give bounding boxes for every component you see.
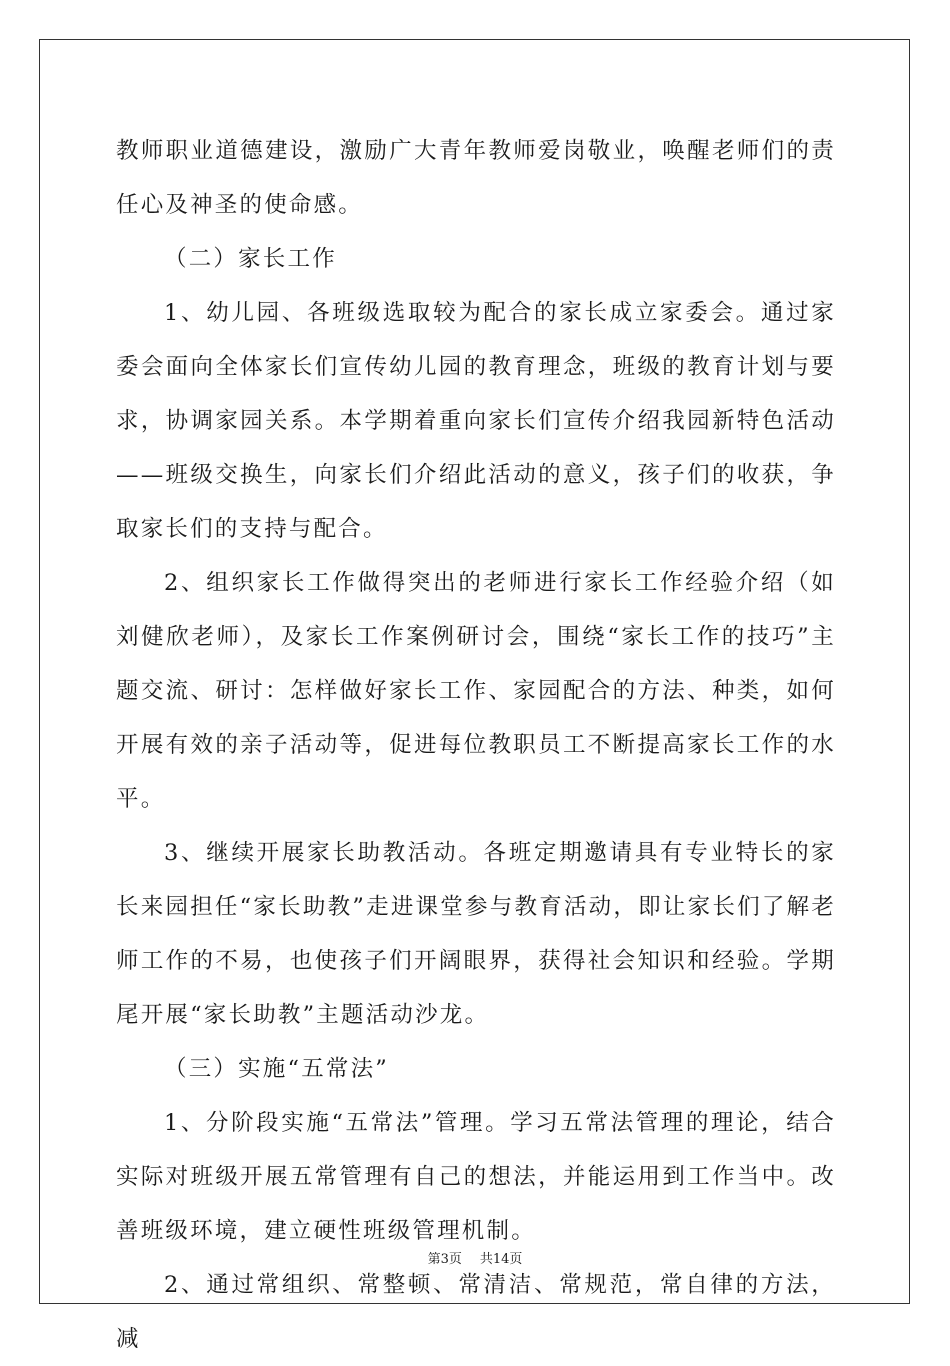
paragraph-item-3: 3、继续开展家长助教活动。各班定期邀请具有专业特长的家长来园担任“家长助教”走进课堂参与教育活动，即让家长们了解老师工作的不易，也使孩子们开阔眼界，获得社会知识和经验。学期尾开展“家长助教”主题活动沙龙。	[116, 840, 836, 1028]
section-heading-parent-work: （二）家长工作	[164, 246, 337, 272]
document-body	[116, 124, 836, 1366]
page-footer	[0, 1248, 950, 1267]
paragraph-item-2-five-constants: 2、通过常组织、常整顿、常清洁、常规范，常自律的方法，减	[116, 1272, 836, 1352]
paragraph-item-2: 2、组织家长工作做得突出的老师进行家长工作经验介绍（如刘健欣老师），及家长工作案例研讨会，围绕“家长工作的技巧”主题交流、研讨：怎样做好家长工作、家园配合的方法、种类，如何开展有效的亲子活动等，促进每位教职员工不断提高家长工作的水平。	[116, 570, 836, 812]
page-total: 共14页	[479, 1252, 523, 1267]
paragraph-item-1-five-constants: 1、分阶段实施“五常法”管理。学习五常法管理的理论，结合实际对班级开展五常管理有自己的想法，并能运用到工作当中。改善班级环境，建立硬性班级管理机制。	[116, 1110, 836, 1244]
paragraph-item-1: 1、幼儿园、各班级选取较为配合的家长成立家委会。通过家委会面向全体家长们宣传幼儿园的教育理念，班级的教育计划与要求，协调家园关系。本学期着重向家长们宣传介绍我园新特色活动——班级交换生，向家长们介绍此活动的意义，孩子们的收获，争取家长们的支持与配合。	[116, 300, 836, 542]
page-number: 第3页	[427, 1252, 462, 1267]
section-heading-five-constants: （三）实施“五常法”	[164, 1056, 390, 1082]
paragraph-continuation: 教师职业道德建设，激励广大青年教师爱岗敬业，唤醒老师们的责任心及神圣的使命感。	[116, 138, 836, 218]
